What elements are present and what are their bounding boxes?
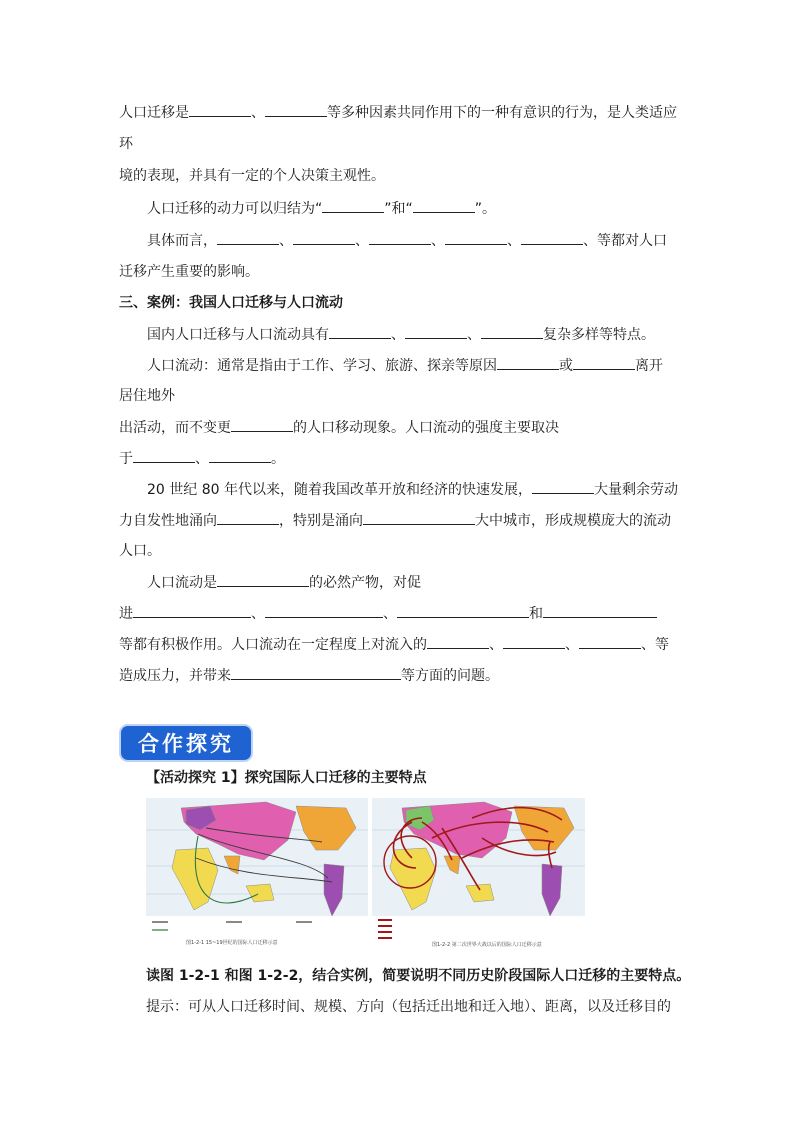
fill-blank[interactable] xyxy=(329,324,391,339)
fill-blank[interactable] xyxy=(532,479,594,494)
fill-blank[interactable] xyxy=(265,603,383,618)
fill-blank[interactable] xyxy=(369,230,431,245)
figure-right-caption: 图1-2-2 第二次世界大战以后的国际人口迁移示意 xyxy=(432,942,542,948)
text-line: 人口流动是 的必然产物，对促 xyxy=(147,572,421,593)
fill-blank[interactable] xyxy=(521,230,583,245)
activity-title: 【活动探究 1】探究国际人口迁移的主要特点 xyxy=(146,770,427,786)
fill-blank[interactable] xyxy=(363,510,475,525)
migration-map-15-19c xyxy=(146,798,368,951)
instruction-text: 读图 1-2-1 和图 1-2-2，结合实例，简要说明不同历史阶段国际人口迁移的主要特点。 xyxy=(146,968,691,984)
fill-blank[interactable] xyxy=(573,355,635,370)
text-line: 人口迁移的动力可以归结为“ ”和“ ”。 xyxy=(147,198,496,219)
text-line: 于 、 。 xyxy=(119,448,285,469)
fill-blank[interactable] xyxy=(497,355,559,370)
fill-blank[interactable] xyxy=(445,230,507,245)
fill-blank[interactable] xyxy=(231,417,293,432)
section-badge: 合作探究 xyxy=(121,726,251,760)
text-line: 居住地外 xyxy=(119,388,175,404)
text-line: 具体而言， 、 、 、 、 、等都对人口 xyxy=(147,230,667,251)
text-line: 人口流动：通常是指由于工作、学习、旅游、探亲等原因 或 离开 xyxy=(147,355,663,376)
fill-blank[interactable] xyxy=(133,448,195,463)
text-line: 20 世纪 80 年代以来，随着我国改革开放和经济的快速发展， 大量剩余劳动 xyxy=(147,479,678,500)
text-line: 等都有积极作用。人口流动在一定程度上对流入的 、 、 、等 xyxy=(119,634,669,655)
hint-text: 提示：可从人口迁移时间、规模、方向（包括迁出地和迁入地）、距离，以及迁移目的 xyxy=(146,999,671,1015)
text-line: 进 、 、 和 xyxy=(119,603,657,624)
text-line: 人口。 xyxy=(119,543,161,559)
fill-blank[interactable] xyxy=(231,665,401,680)
fill-blank[interactable] xyxy=(209,448,271,463)
fill-blank[interactable] xyxy=(503,634,565,649)
fill-blank[interactable] xyxy=(397,603,529,618)
fill-blank[interactable] xyxy=(427,634,489,649)
fill-blank[interactable] xyxy=(405,324,467,339)
fill-blank[interactable] xyxy=(543,603,657,618)
text-line: 环 xyxy=(119,136,133,152)
fill-blank[interactable] xyxy=(133,603,251,618)
text-line: 迁移产生重要的影响。 xyxy=(119,264,259,280)
fill-blank[interactable] xyxy=(322,198,384,213)
fill-blank[interactable] xyxy=(293,230,355,245)
text-line: 出活动，而不变更 的人口移动现象。人口流动的强度主要取决 xyxy=(119,417,559,438)
fill-blank[interactable] xyxy=(189,102,251,117)
section-heading: 三、案例：我国人口迁移与人口流动 xyxy=(119,295,343,311)
fill-blank[interactable] xyxy=(217,572,309,587)
fill-blank[interactable] xyxy=(217,510,279,525)
fill-blank[interactable] xyxy=(265,102,327,117)
text-line: 人口迁移是 、 等多种因素共同作用下的一种有意识的行为，是人类适应 xyxy=(119,102,677,123)
text-line: 境的表现，并具有一定的个人决策主观性。 xyxy=(119,168,385,184)
text-line: 力自发性地涌向 ，特别是涌向 大中城市，形成规模庞大的流动 xyxy=(119,510,671,531)
text-line: 造成压力，并带来 等方面的问题。 xyxy=(119,665,499,686)
text-line: 国内人口迁移与人口流动具有 、 、 复杂多样等特点。 xyxy=(147,324,655,345)
fill-blank[interactable] xyxy=(481,324,543,339)
migration-map-post-wwii xyxy=(372,798,585,951)
fill-blank[interactable] xyxy=(579,634,641,649)
fill-blank[interactable] xyxy=(413,198,475,213)
figure-left-caption: 图1-2-1 15~19世纪的国际人口迁移示意 xyxy=(186,940,278,946)
fill-blank[interactable] xyxy=(217,230,279,245)
